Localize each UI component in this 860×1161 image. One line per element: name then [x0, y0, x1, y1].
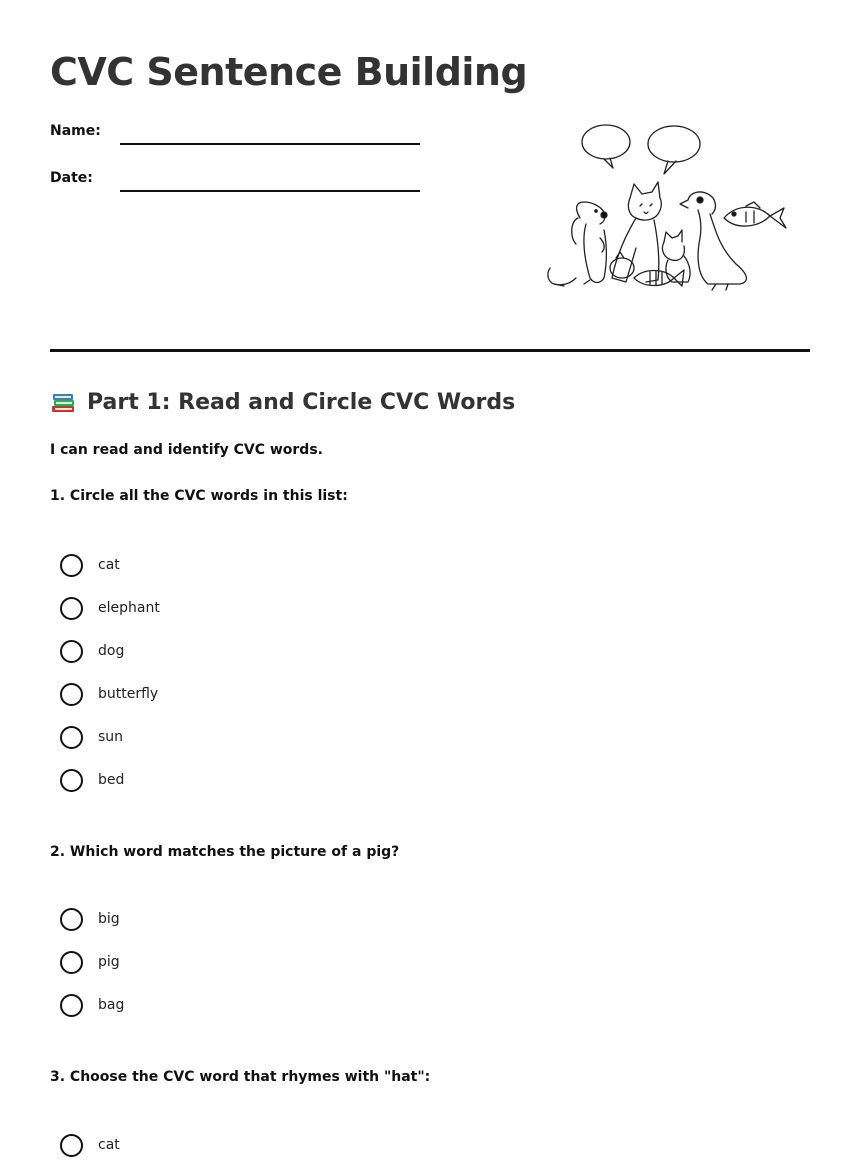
option-label: cat — [98, 1137, 120, 1153]
option-butterfly[interactable] — [60, 681, 158, 707]
option-label: dog — [98, 643, 125, 659]
option-label: cat — [98, 557, 120, 573]
option-label: pig — [98, 954, 120, 970]
option-label: big — [98, 911, 120, 927]
option-bed[interactable] — [60, 767, 124, 793]
name-label: Name: — [50, 123, 101, 139]
radio-circle[interactable] — [60, 769, 83, 792]
date-label: Date: — [50, 170, 93, 186]
animals-with-speech-bubbles-illustration — [540, 118, 790, 298]
question-2: 2. Which word matches the picture of a pig? — [50, 844, 400, 860]
option-big[interactable] — [60, 906, 120, 932]
books-icon — [50, 389, 77, 415]
radio-circle[interactable] — [60, 683, 83, 706]
option-dog[interactable] — [60, 638, 124, 664]
worksheet-title: CVC Sentence Building — [50, 50, 528, 94]
radio-circle[interactable] — [60, 908, 83, 931]
learning-objective: I can read and identify CVC words. — [50, 442, 323, 458]
radio-circle[interactable] — [60, 994, 83, 1017]
option-bag[interactable] — [60, 992, 124, 1018]
radio-circle[interactable] — [60, 1134, 83, 1157]
option-label: bag — [98, 997, 125, 1013]
option-label: bed — [98, 772, 125, 788]
radio-circle[interactable] — [60, 640, 83, 663]
option-sun[interactable] — [60, 724, 123, 750]
radio-circle[interactable] — [60, 554, 83, 577]
part1-title — [50, 389, 515, 415]
section-divider — [50, 349, 810, 352]
option-label: sun — [98, 729, 124, 745]
radio-circle[interactable] — [60, 951, 83, 974]
option-cat[interactable] — [60, 552, 120, 578]
option-pig[interactable] — [60, 949, 120, 975]
option-cat-rhyme[interactable] — [60, 1132, 120, 1158]
option-label: elephant — [98, 600, 160, 616]
question-1: 1. Circle all the CVC words in this list: — [50, 488, 348, 504]
option-label: butterfly — [98, 686, 159, 702]
radio-circle[interactable] — [60, 726, 83, 749]
name-field[interactable] — [120, 143, 420, 145]
question-3: 3. Choose the CVC word that rhymes with "hat": — [50, 1069, 431, 1085]
part1-title-text: Part 1: Read and Circle CVC Words — [87, 389, 516, 415]
option-elephant[interactable] — [60, 595, 160, 621]
radio-circle[interactable] — [60, 597, 83, 620]
date-field[interactable] — [120, 190, 420, 192]
